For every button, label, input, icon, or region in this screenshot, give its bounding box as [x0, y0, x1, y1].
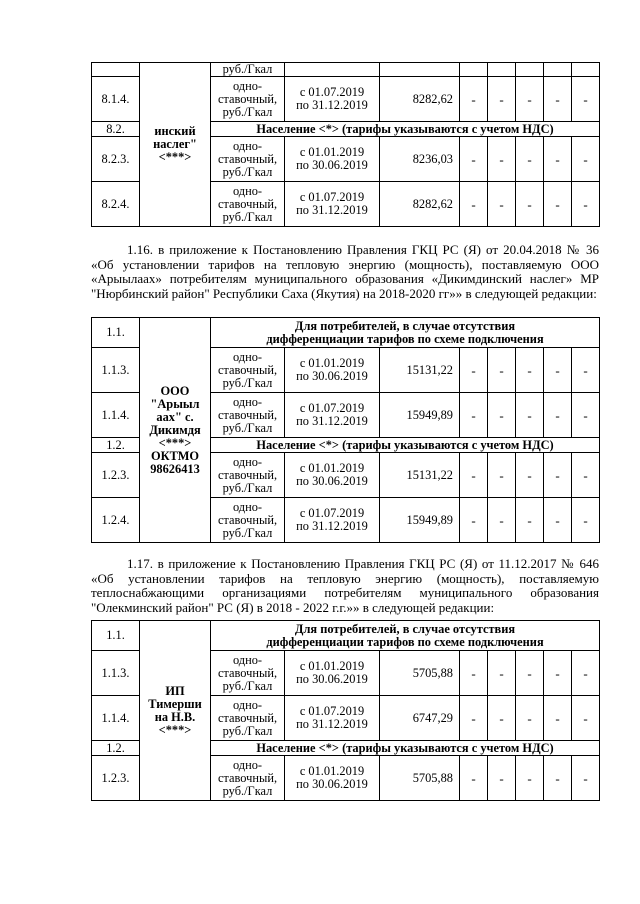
- tariff-value: [380, 63, 460, 77]
- tariff-empty-cell: [488, 63, 516, 77]
- tariff-empty-cell: -: [572, 77, 600, 122]
- section-header: Для потребителей, в случае отсутствия дифференциации тарифов по схеме подключения: [211, 318, 600, 348]
- row-number: 8.2.4.: [92, 182, 140, 227]
- tariff-value: 8282,62: [380, 77, 460, 122]
- tariff-empty-cell: -: [544, 453, 572, 498]
- tariff-empty-cell: -: [460, 696, 488, 741]
- tariff-empty-cell: [572, 63, 600, 77]
- tariff-empty-cell: -: [516, 498, 544, 543]
- row-number: 1.2.: [92, 438, 140, 453]
- tariff-value: 5705,88: [380, 651, 460, 696]
- tariff-empty-cell: [544, 63, 572, 77]
- tariff-unit: одно- ставочный, руб./Гкал: [211, 756, 285, 801]
- tariff-empty-cell: -: [516, 77, 544, 122]
- tariff-empty-cell: -: [544, 348, 572, 393]
- row-number: 1.1.4.: [92, 696, 140, 741]
- tariff-empty-cell: [460, 63, 488, 77]
- tariff-empty-cell: -: [488, 453, 516, 498]
- tariff-empty-cell: -: [572, 453, 600, 498]
- tariff-empty-cell: -: [572, 696, 600, 741]
- tariff-unit: одно- ставочный, руб./Гкал: [211, 137, 285, 182]
- tariff-table-2: [91, 317, 600, 543]
- section-header: Население <*> (тарифы указываются с учетом НДС): [211, 741, 600, 756]
- tariff-empty-cell: -: [460, 393, 488, 438]
- tariff-period: с 01.01.2019 по 30.06.2019: [285, 453, 380, 498]
- row-number: 8.1.4.: [92, 77, 140, 122]
- tariff-empty-cell: -: [460, 137, 488, 182]
- tariff-period: с 01.07.2019 по 31.12.2019: [285, 77, 380, 122]
- table-section-row: [92, 621, 600, 651]
- tariff-empty-cell: -: [516, 756, 544, 801]
- tariff-unit: одно- ставочный, руб./Гкал: [211, 696, 285, 741]
- tariff-unit: одно- ставочный, руб./Гкал: [211, 498, 285, 543]
- tariff-empty-cell: -: [460, 453, 488, 498]
- tariff-empty-cell: -: [460, 651, 488, 696]
- tariff-empty-cell: -: [488, 498, 516, 543]
- row-number: 1.1.: [92, 318, 140, 348]
- tariff-empty-cell: -: [544, 77, 572, 122]
- section-header: Население <*> (тарифы указываются с учетом НДС): [211, 122, 600, 137]
- tariff-empty-cell: -: [516, 182, 544, 227]
- tariff-empty-cell: -: [488, 77, 516, 122]
- tariff-value: 15949,89: [380, 498, 460, 543]
- tariff-empty-cell: -: [516, 393, 544, 438]
- tariff-period: с 01.07.2019 по 31.12.2019: [285, 498, 380, 543]
- tariff-value: 6747,29: [380, 696, 460, 741]
- tariff-value: 8236,03: [380, 137, 460, 182]
- table-row: [92, 63, 600, 77]
- tariff-value: 15131,22: [380, 348, 460, 393]
- row-number: 1.1.3.: [92, 651, 140, 696]
- tariff-empty-cell: -: [488, 182, 516, 227]
- tariff-unit: одно- ставочный, руб./Гкал: [211, 77, 285, 122]
- tariff-period: с 01.01.2019 по 30.06.2019: [285, 348, 380, 393]
- tariff-empty-cell: -: [572, 348, 600, 393]
- tariff-period: с 01.07.2019 по 31.12.2019: [285, 696, 380, 741]
- tariff-empty-cell: -: [488, 393, 516, 438]
- paragraph-1-17: 1.17. в приложение к Постановлению Правления ГКЦ РС (Я) от 11.12.2017 № 646 «Об установлении тарифов на тепловую энергию (мощность), поставляемую теплоснабжающими организациями потребителям муниципального образования "Олекминский район" РС (Я) в 2018 - 2022 г.г.»» в следующей редакции:: [91, 556, 599, 615]
- row-number: 1.2.: [92, 741, 140, 756]
- tariff-empty-cell: -: [488, 348, 516, 393]
- row-number: 1.1.3.: [92, 348, 140, 393]
- tariff-period: с 01.07.2019 по 31.12.2019: [285, 182, 380, 227]
- tariff-empty-cell: -: [544, 696, 572, 741]
- tariff-empty-cell: -: [572, 137, 600, 182]
- tariff-unit: одно- ставочный, руб./Гкал: [211, 182, 285, 227]
- tariff-empty-cell: -: [572, 393, 600, 438]
- row-number: 1.2.4.: [92, 498, 140, 543]
- tariff-empty-cell: -: [544, 182, 572, 227]
- tariff-empty-cell: -: [516, 651, 544, 696]
- tariff-unit: одно- ставочный, руб./Гкал: [211, 651, 285, 696]
- organization-name: инский наслег" <***>: [140, 63, 211, 227]
- organization-name: ИП Тимерши на Н.В. <***>: [140, 621, 211, 801]
- tariff-empty-cell: -: [460, 498, 488, 543]
- tariff-value: 15949,89: [380, 393, 460, 438]
- tariff-empty-cell: -: [572, 651, 600, 696]
- tariff-value: 15131,22: [380, 453, 460, 498]
- tariff-unit: одно- ставочный, руб./Гкал: [211, 393, 285, 438]
- tariff-empty-cell: -: [460, 348, 488, 393]
- tariff-value: 5705,88: [380, 756, 460, 801]
- row-number: 1.1.: [92, 621, 140, 651]
- tariff-table-1: [91, 62, 600, 227]
- tariff-empty-cell: -: [488, 137, 516, 182]
- tariff-empty-cell: -: [544, 498, 572, 543]
- paragraph-1-16: 1.16. в приложение к Постановлению Правления ГКЦ РС (Я) от 20.04.2018 № 36 «Об установлении тарифов на тепловую энергию (мощность), поставляемую ООО «Арыылаах» потребителям муниципального образования «Дикимдинский наслег» МР "Нюрбинский район" Республики Саха (Якутия) на 2018-2020 гг»» в следующей редакции:: [91, 242, 599, 301]
- section-header: Население <*> (тарифы указываются с учетом НДС): [211, 438, 600, 453]
- tariff-empty-cell: -: [460, 756, 488, 801]
- tariff-empty-cell: -: [488, 651, 516, 696]
- row-number: 1.2.3.: [92, 756, 140, 801]
- tariff-empty-cell: -: [544, 393, 572, 438]
- tariff-table-3: [91, 620, 600, 801]
- row-number: 8.2.: [92, 122, 140, 137]
- row-number: [92, 63, 140, 77]
- row-number: 1.2.3.: [92, 453, 140, 498]
- tariff-empty-cell: -: [516, 453, 544, 498]
- tariff-empty-cell: -: [544, 137, 572, 182]
- tariff-value: 8282,62: [380, 182, 460, 227]
- tariff-empty-cell: -: [488, 696, 516, 741]
- tariff-empty-cell: -: [544, 651, 572, 696]
- row-number: 1.1.4.: [92, 393, 140, 438]
- tariff-empty-cell: -: [516, 348, 544, 393]
- tariff-unit: руб./Гкал: [211, 63, 285, 77]
- tariff-unit: одно- ставочный, руб./Гкал: [211, 348, 285, 393]
- tariff-empty-cell: -: [572, 756, 600, 801]
- tariff-empty-cell: -: [488, 756, 516, 801]
- tariff-empty-cell: -: [516, 696, 544, 741]
- tariff-empty-cell: -: [572, 182, 600, 227]
- section-header: Для потребителей, в случае отсутствия дифференциации тарифов по схеме подключения: [211, 621, 600, 651]
- tariff-period: с 01.01.2019 по 30.06.2019: [285, 756, 380, 801]
- tariff-empty-cell: [516, 63, 544, 77]
- row-number: 8.2.3.: [92, 137, 140, 182]
- tariff-empty-cell: -: [460, 77, 488, 122]
- tariff-empty-cell: -: [460, 182, 488, 227]
- tariff-empty-cell: -: [516, 137, 544, 182]
- tariff-empty-cell: -: [544, 756, 572, 801]
- tariff-period: с 01.01.2019 по 30.06.2019: [285, 137, 380, 182]
- tariff-period: [285, 63, 380, 77]
- tariff-empty-cell: -: [572, 498, 600, 543]
- table-section-row: [92, 318, 600, 348]
- tariff-period: с 01.07.2019 по 31.12.2019: [285, 393, 380, 438]
- organization-name: ООО "Арыыл аах" с. Дикимдя <***> ОКТМО 98626413: [140, 318, 211, 543]
- tariff-unit: одно- ставочный, руб./Гкал: [211, 453, 285, 498]
- tariff-period: с 01.01.2019 по 30.06.2019: [285, 651, 380, 696]
